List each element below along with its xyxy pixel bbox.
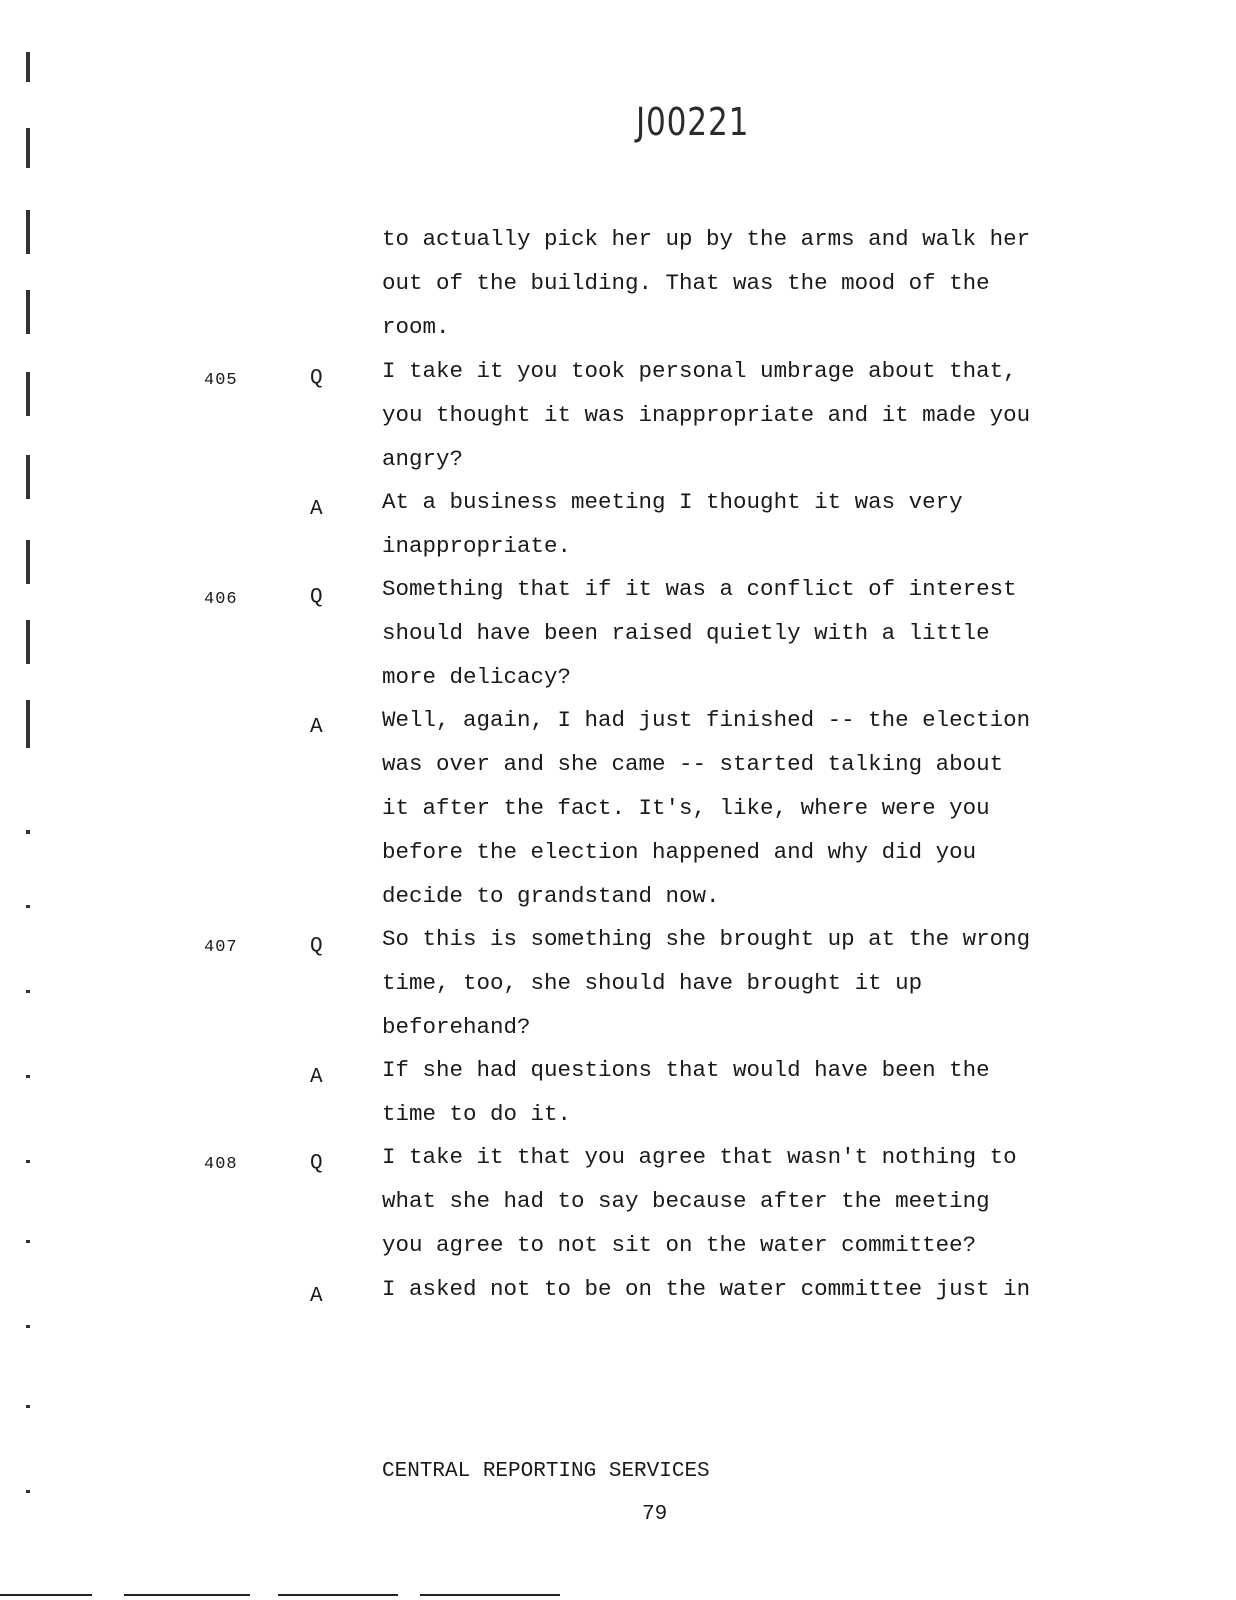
text-line: before the election happened and why did you — [382, 839, 977, 865]
speaker-label: Q — [310, 586, 323, 609]
text-line: room. — [382, 314, 450, 340]
binding-mark — [26, 540, 30, 584]
speaker-label: A — [310, 716, 323, 739]
text-line: time to do it. — [382, 1101, 572, 1127]
text-line: inappropriate. — [382, 533, 572, 559]
text-line: you agree to not sit on the water committee? — [382, 1232, 977, 1258]
text-line: I asked not to be on the water committee just in — [382, 1276, 1031, 1302]
binding-mark — [26, 210, 30, 254]
text-line: If she had questions that would have been the — [382, 1057, 990, 1083]
speaker-label: Q — [310, 935, 323, 958]
binding-mark — [26, 1160, 30, 1163]
text-line: At a business meeting I thought it was very — [382, 489, 963, 515]
reporter-footer: CENTRAL REPORTING SERVICES — [382, 1460, 710, 1483]
binding-mark — [26, 905, 30, 908]
binding-mark — [26, 128, 30, 168]
text-line: it after the fact. It's, like, where were you — [382, 795, 990, 821]
text-line: to actually pick her up by the arms and walk her — [382, 226, 1031, 252]
bottom-rule — [278, 1594, 398, 1596]
text-line: Well, again, I had just finished -- the election — [382, 707, 1031, 733]
page-number: 79 — [642, 1503, 668, 1526]
binding-mark — [26, 1490, 30, 1493]
question-number: 406 — [204, 590, 238, 609]
document-stamp: J00221 — [636, 100, 750, 144]
text-line: out of the building. That was the mood of the — [382, 270, 990, 296]
binding-mark — [26, 455, 30, 499]
bottom-rule — [420, 1594, 560, 1596]
text-line: you thought it was inappropriate and it made you — [382, 402, 1031, 428]
text-line: should have been raised quietly with a little — [382, 620, 990, 646]
text-line: I take it that you agree that wasn't nothing to — [382, 1144, 1017, 1170]
text-line: Something that if it was a conflict of interest — [382, 576, 1017, 602]
text-line: decide to grandstand now. — [382, 883, 720, 909]
text-line: was over and she came -- started talking about — [382, 751, 1004, 777]
text-line: beforehand? — [382, 1014, 531, 1040]
text-line: what she had to say because after the meeting — [382, 1188, 990, 1214]
speaker-label: Q — [310, 367, 323, 390]
question-number: 408 — [204, 1155, 238, 1174]
speaker-label: Q — [310, 1152, 323, 1175]
binding-mark — [26, 1240, 30, 1243]
binding-mark — [26, 830, 30, 834]
binding-mark — [26, 52, 30, 82]
binding-mark — [26, 1405, 30, 1408]
bottom-rule — [124, 1594, 250, 1596]
bottom-rule — [0, 1594, 92, 1596]
text-line: time, too, she should have brought it up — [382, 970, 923, 996]
text-line: angry? — [382, 446, 464, 472]
text-line: So this is something she brought up at the wrong — [382, 926, 1031, 952]
text-line: more delicacy? — [382, 664, 572, 690]
binding-mark — [26, 990, 30, 993]
speaker-label: A — [310, 498, 323, 521]
text-line: I take it you took personal umbrage about that, — [382, 358, 1017, 384]
speaker-label: A — [310, 1066, 323, 1089]
question-number: 407 — [204, 938, 238, 957]
binding-mark — [26, 700, 30, 748]
binding-mark — [26, 372, 30, 416]
question-number: 405 — [204, 371, 238, 390]
binding-mark — [26, 290, 30, 334]
binding-mark — [26, 1325, 30, 1328]
binding-mark — [26, 620, 30, 664]
speaker-label: A — [310, 1285, 323, 1308]
binding-mark — [26, 1075, 30, 1078]
